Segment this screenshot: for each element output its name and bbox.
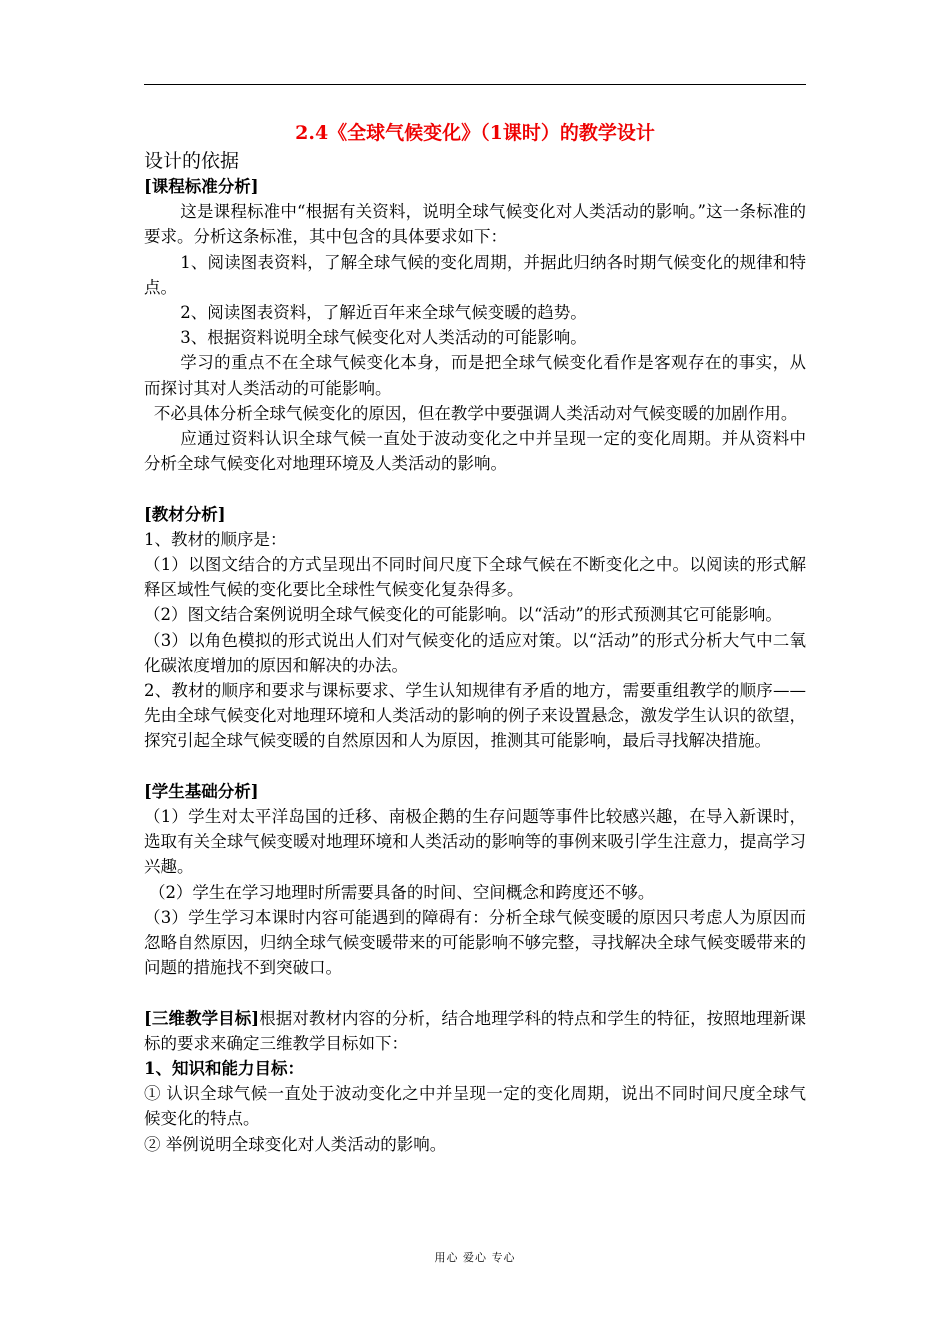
paragraph: （3）学生学习本课时内容可能遇到的障碍有：分析全球气候变暖的原因只考虑人为原因而忽略自然原因，归纳全球气候变暖带来的可能影响不够完整，寻找解决全球气候变暖带来的问题的措施找不到突破口。: [144, 907, 806, 978]
spacer: [144, 980, 806, 1005]
paragraph: 应通过资料认识全球气候一直处于波动变化之中并呈现一定的变化周期。并从资料中分析全球气候变化对地理环境及人类活动的影响。: [144, 429, 806, 474]
goals-heading: [三维教学目标]: [144, 1008, 260, 1028]
spacer: [144, 476, 806, 501]
page-title: 2.4《全球气候变化》（1课时）的教学设计: [295, 122, 655, 144]
goal-item: ① 认识全球气候一直处于波动变化之中并呈现一定的变化周期，说出不同时间尺度全球气候变化的特点。: [144, 1084, 806, 1129]
spacer: [144, 754, 806, 779]
document-body: [144, 118, 806, 1157]
goal-item: ② 举例说明全球变化对人类活动的影响。: [144, 1134, 447, 1154]
paragraph: 学习的重点不在全球气候变化本身，而是把全球气候变化看作是客观存在的事实，从而探讨其对人类活动的可能影响。: [144, 353, 806, 398]
paragraph: 这是课程标准中“根据有关资料，说明全球气候变化对人类活动的影响。”这一条标准的要求。分析这条标准，其中包含的具体要求如下：: [144, 202, 806, 247]
paragraph: 1、教材的顺序是：: [144, 529, 287, 549]
textbook-heading: [教材分析]: [144, 504, 226, 524]
paragraph: 3、根据资料说明全球气候变化对人类活动的可能影响。: [180, 328, 587, 348]
paragraph: （2）图文结合案例说明全球气候变化的可能影响。以“活动”的形式预测其它可能影响。: [144, 605, 782, 625]
goals-paragraph: [144, 1006, 806, 1056]
section-heading: 设计的依据: [144, 150, 240, 172]
goals-intro: 根据对教材内容的分析，结合地理学科的特点和学生的特征，按照地理新课标的要求来确定三维教学目标如下：: [144, 1008, 806, 1053]
paragraph: （2）学生在学习地理时所需要具备的时间、空间概念和跨度还不够。: [148, 882, 655, 902]
paragraph: （3）以角色模拟的形式说出人们对气候变化的适应对策。以“活动”的形式分析大气中二氧化碳浓度增加的原因和解决的办法。: [144, 630, 806, 675]
paragraph: 2、教材的顺序和要求与课标要求、学生认知规律有矛盾的地方，需要重组教学的顺序——先由全球气候变化对地理环境和人类活动的影响的例子来设置悬念，激发学生认识的欲望，探究引起全球气候变暖的自然原因和人为原因，推测其可能影响，最后寻找解决措施。: [144, 681, 806, 751]
paragraph: 1、阅读图表资料，了解全球气候的变化周期，并据此归纳各时期气候变化的规律和特点。: [144, 252, 806, 297]
students-heading: [学生基础分析]: [144, 781, 259, 801]
paragraph: （1）以图文结合的方式呈现出不同时间尺度下全球气候在不断变化之中。以阅读的形式解释区域性气候的变化要比全球性气候变化复杂得多。: [144, 555, 806, 600]
page-footer: 用心 爱心 专心: [434, 1251, 516, 1264]
header-rule: [144, 84, 806, 85]
paragraph: （1）学生对太平洋岛国的迁移、南极企鹅的生存问题等事件比较感兴趣，在导入新课时，选取有关全球气候变暖对地理环境和人类活动的影响等的事例来吸引学生注意力，提高学习兴趣。: [144, 807, 806, 877]
paragraph: 2、阅读图表资料，了解近百年来全球气候变暖的趋势。: [180, 303, 587, 323]
paragraph: 不必具体分析全球气候变化的原因，但在教学中要强调人类活动对气候变暖的加剧作用。: [153, 403, 798, 423]
goals-subheading: 1、知识和能力目标：: [144, 1059, 304, 1079]
curriculum-heading: [课程标准分析]: [144, 177, 259, 196]
